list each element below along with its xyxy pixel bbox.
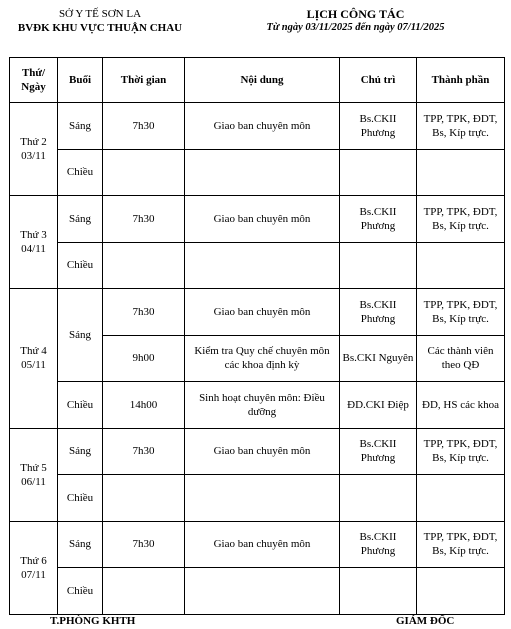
time-cell: 7h30 <box>103 103 185 150</box>
content-cell: Giao ban chuyên môn <box>185 289 340 336</box>
participants-cell: TPP, TPK, ĐDT, Bs, Kíp trực. <box>417 521 505 568</box>
content-cell: Sinh hoạt chuyên môn: Điều dưỡng <box>185 382 340 429</box>
participants-cell <box>417 149 505 196</box>
time-cell: 7h30 <box>103 428 185 475</box>
organization-block <box>0 8 200 35</box>
content-cell <box>185 149 340 196</box>
chair-cell: Bs.CKII Phương <box>340 196 417 243</box>
session-cell: Sáng <box>58 103 103 150</box>
document-header <box>0 0 511 58</box>
table-row <box>10 428 505 475</box>
day-cell <box>10 428 58 521</box>
time-cell <box>103 149 185 196</box>
schedule-table <box>9 57 505 615</box>
chair-cell <box>340 568 417 615</box>
time-cell <box>103 568 185 615</box>
participants-cell <box>417 475 505 522</box>
day-label: Thứ 6 <box>20 554 47 567</box>
content-cell: Giao ban chuyên môn <box>185 521 340 568</box>
table-row <box>10 149 505 196</box>
content-cell: Kiểm tra Quy chế chuyên môn các khoa định kỳ <box>185 335 340 382</box>
col-header-chair: Chủ trì <box>340 58 417 103</box>
session-cell: Sáng <box>58 428 103 475</box>
participants-cell: TPP, TPK, ĐDT, Bs, Kíp trực. <box>417 196 505 243</box>
table-row <box>10 103 505 150</box>
day-label: Thứ 3 <box>20 229 47 241</box>
day-date: 06/11 <box>21 475 46 488</box>
org-line-1: SỞ Y TẾ SƠN LA <box>58 8 142 20</box>
day-cell <box>10 521 58 614</box>
time-cell <box>103 475 185 522</box>
day-date: 04/11 <box>21 243 46 255</box>
content-cell <box>185 568 340 615</box>
session-cell: Chiều <box>58 568 103 615</box>
title-block <box>200 8 511 35</box>
table-row <box>10 382 505 429</box>
col-header-day: Thứ/ Ngày <box>10 58 58 103</box>
footer-right-signatory: GIÁM ĐỐC <box>396 615 455 627</box>
table-row <box>10 475 505 522</box>
participants-cell: TPP, TPK, ĐDT, Bs, Kíp trực. <box>417 428 505 475</box>
table-header-row <box>10 58 505 103</box>
chair-cell: Bs.CKII Phương <box>340 103 417 150</box>
participants-cell: TPP, TPK, ĐDT, Bs, Kíp trực. <box>417 289 505 336</box>
chair-cell <box>340 475 417 522</box>
session-cell: Sáng <box>58 521 103 568</box>
participants-cell: TPP, TPK, ĐDT, Bs, Kíp trực. <box>417 103 505 150</box>
content-cell: Giao ban chuyên môn <box>185 428 340 475</box>
table-row <box>10 521 505 568</box>
session-cell: Sáng <box>58 289 103 382</box>
day-date: 03/11 <box>21 150 46 162</box>
day-cell <box>10 196 58 289</box>
time-cell: 9h00 <box>103 335 185 382</box>
col-header-participants: Thành phần <box>417 58 505 103</box>
day-cell <box>10 103 58 196</box>
table-row <box>10 568 505 615</box>
day-cell <box>10 289 58 429</box>
col-header-session: Buổi <box>58 58 103 103</box>
table-row <box>10 289 505 336</box>
time-cell: 7h30 <box>103 196 185 243</box>
chair-cell <box>340 242 417 289</box>
participants-cell <box>417 568 505 615</box>
session-cell: Chiều <box>58 382 103 429</box>
chair-cell: ĐD.CKI Điệp <box>340 382 417 429</box>
time-cell: 14h00 <box>103 382 185 429</box>
table-row <box>10 196 505 243</box>
content-cell <box>185 242 340 289</box>
chair-cell <box>340 149 417 196</box>
session-cell: Sáng <box>58 196 103 243</box>
day-label: Thứ 2 <box>20 136 47 148</box>
chair-cell: Bs.CKII Phương <box>340 289 417 336</box>
participants-cell: Các thành viên theo QĐ <box>417 335 505 382</box>
col-header-time: Thời gian <box>103 58 185 103</box>
day-date: 07/11 <box>21 568 46 581</box>
content-cell: Giao ban chuyên môn <box>185 103 340 150</box>
date-range: Từ ngày 03/11/2025 đến ngày 07/11/2025 <box>266 22 445 33</box>
table-row <box>10 242 505 289</box>
day-date: 05/11 <box>21 359 46 372</box>
document-title: LỊCH CÔNG TÁC <box>306 7 405 21</box>
content-cell <box>185 475 340 522</box>
participants-cell <box>417 242 505 289</box>
org-line-2: BVĐK KHU VỰC THUẬN CHAU <box>17 22 183 34</box>
time-cell <box>103 242 185 289</box>
content-cell: Giao ban chuyên môn <box>185 196 340 243</box>
day-label: Thứ 5 <box>20 461 47 474</box>
footer-left-signatory: T.PHÒNG KHTH <box>50 615 136 627</box>
session-cell: Chiều <box>58 242 103 289</box>
participants-cell: ĐD, HS các khoa <box>417 382 505 429</box>
time-cell: 7h30 <box>103 289 185 336</box>
signature-footer <box>0 615 511 629</box>
chair-cell: Bs.CKII Phương <box>340 428 417 475</box>
session-cell: Chiều <box>58 149 103 196</box>
chair-cell: Bs.CKI Nguyên <box>340 335 417 382</box>
col-header-content: Nội dung <box>185 58 340 103</box>
time-cell: 7h30 <box>103 521 185 568</box>
chair-cell: Bs.CKII Phương <box>340 521 417 568</box>
session-cell: Chiều <box>58 475 103 522</box>
day-label: Thứ 4 <box>20 345 47 358</box>
